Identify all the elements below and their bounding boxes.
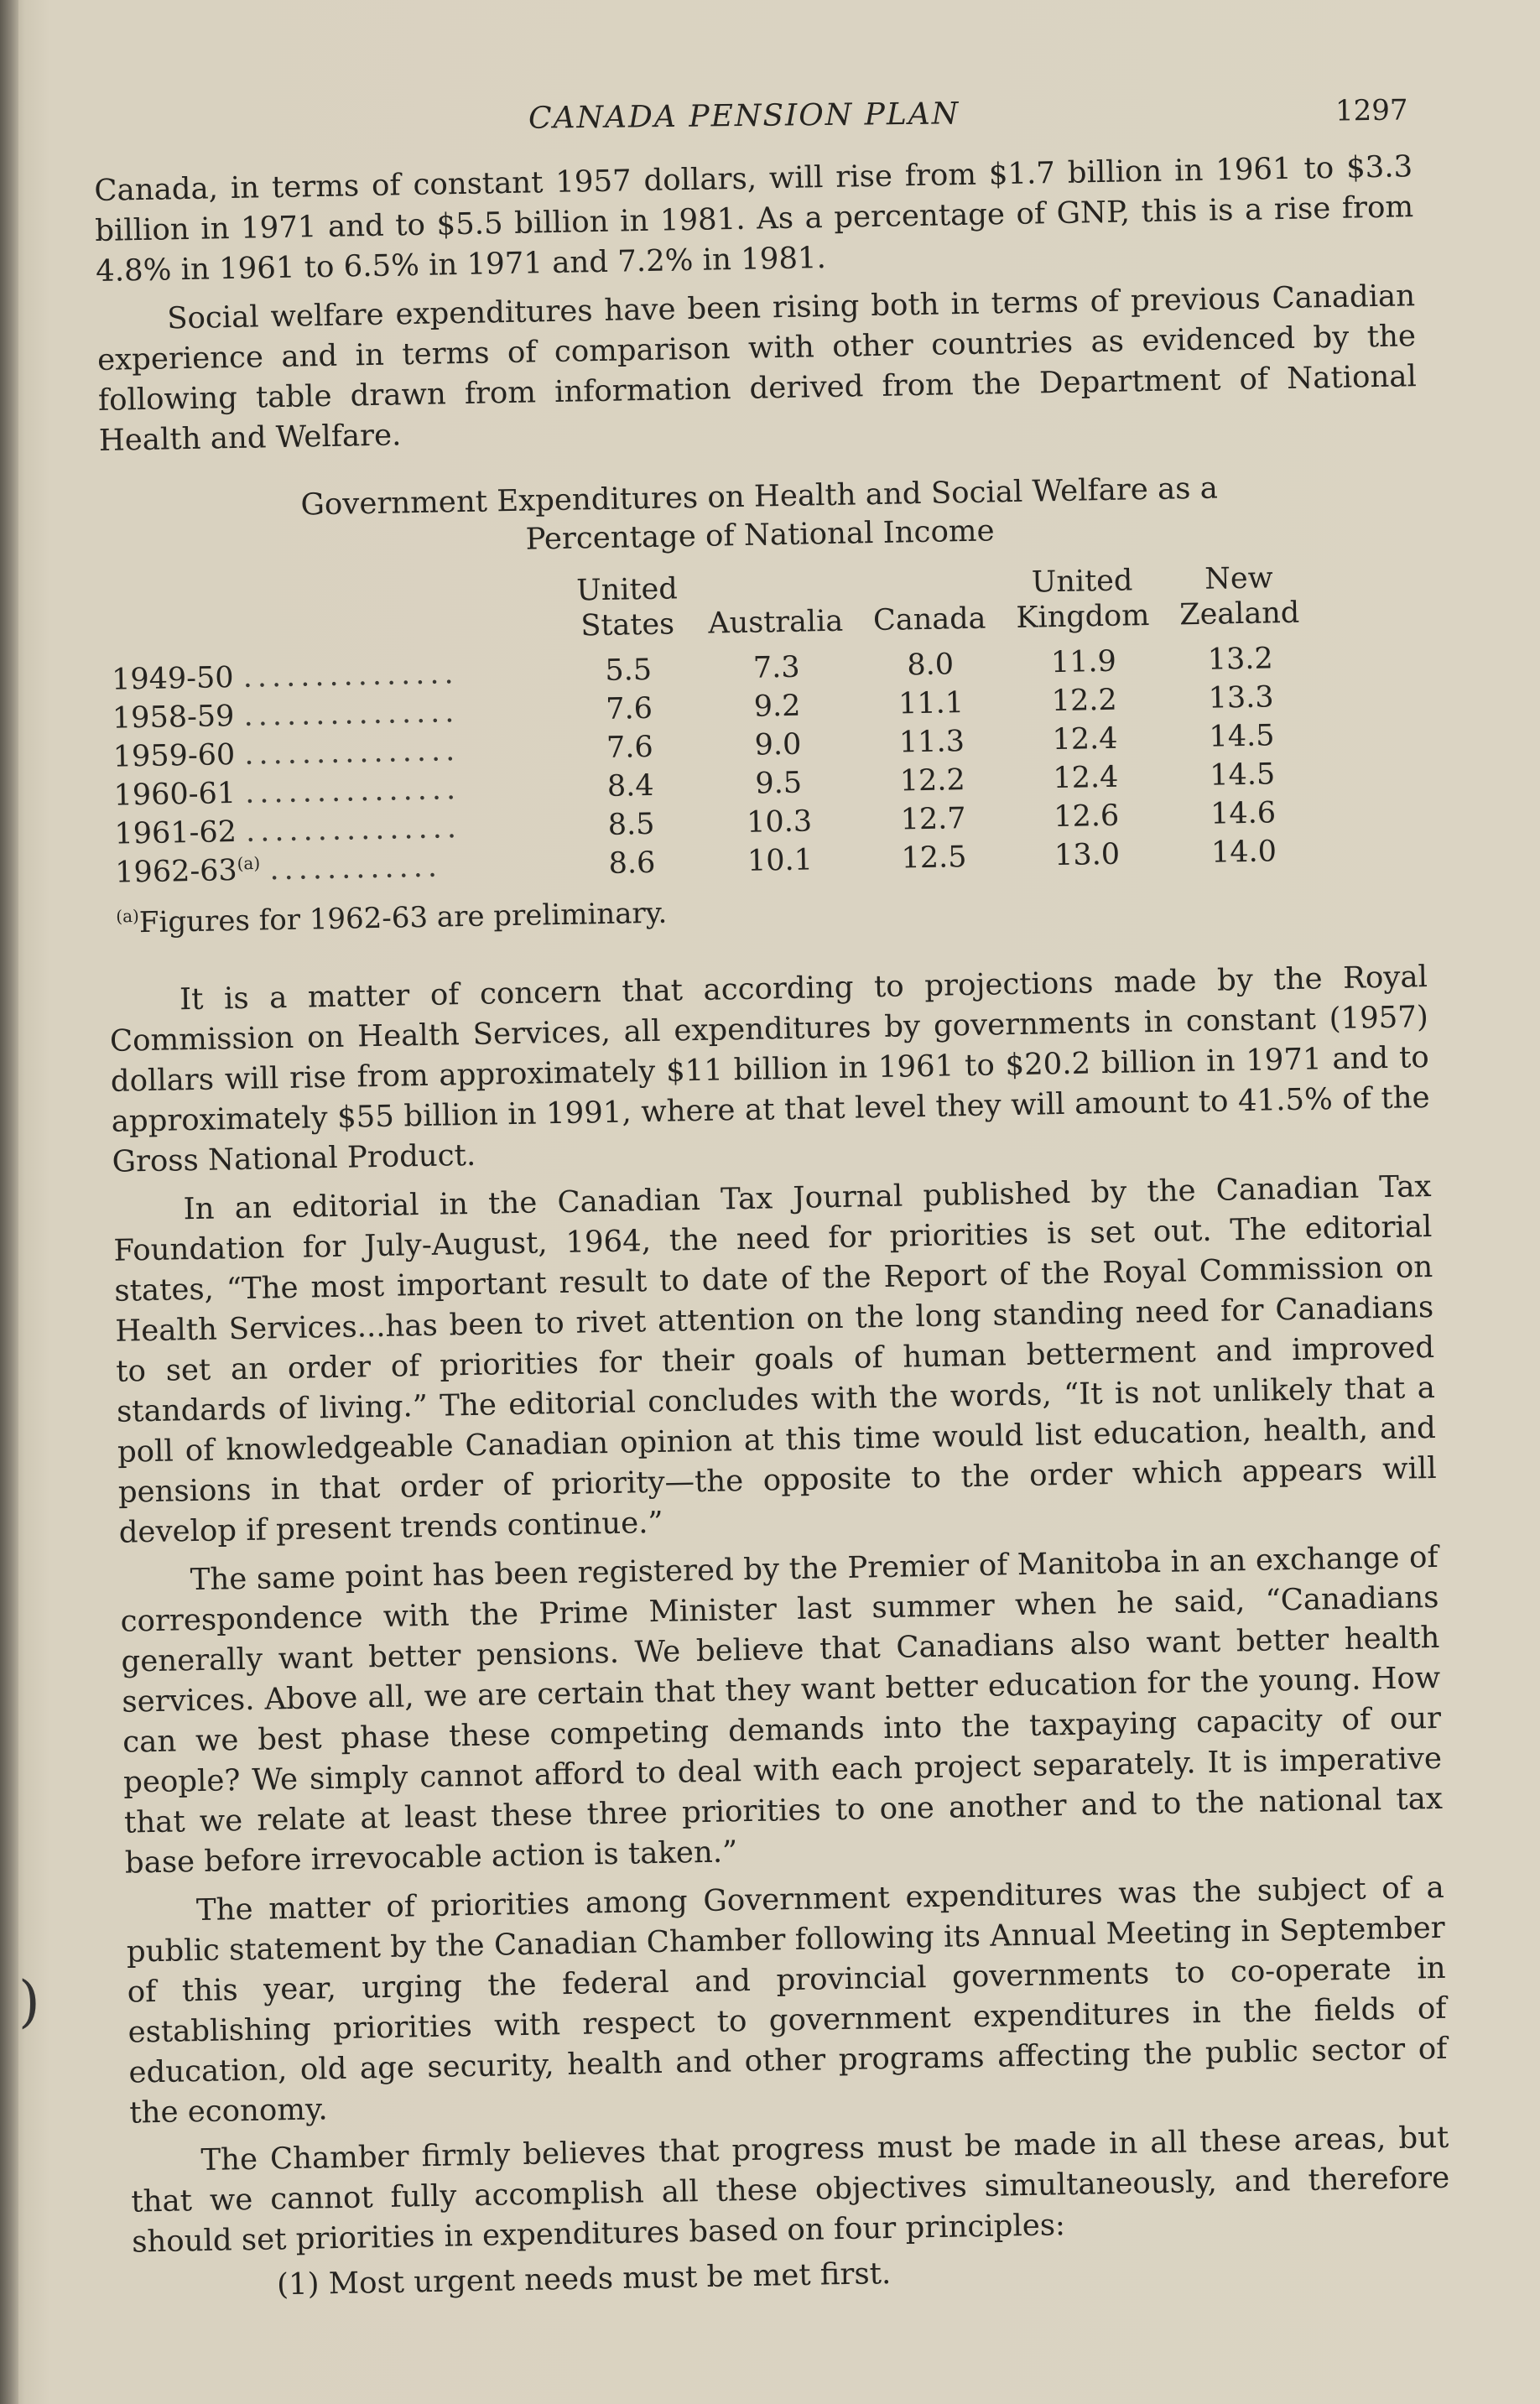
paragraph-continued: Canada, in terms of constant 1957 dollars, will rise from $1.7 billion in 1961 to $3.3 billion in 1971 and to $5.5 billion in 1981. As a percentage of GNP, this is a rise from 4.8% in 1961 to 6.5% in 1971 and 7.2% in 1981. (94, 149, 1414, 289)
cell-value: 12.2 (1051, 683, 1118, 719)
paragraph-social-welfare: Social welfare expenditures have been rising both in terms of previous Canadian experience and in terms of comparison with other countries as evidenced by the following table drawn from information derived from the Department of National Health and Welfare. (96, 278, 1418, 458)
running-head: CANADA PENSION PLAN (528, 96, 960, 136)
table-footnote: $^{(a)}$Figures for 1962-63 are preliminary. (116, 896, 668, 940)
row-year: 1959-60 ............... (112, 734, 460, 774)
cell-value: 12.2 (899, 763, 966, 799)
cell-value: 7.3 (752, 650, 800, 685)
cell-value: 9.2 (753, 689, 801, 724)
cell-value: 12.7 (900, 802, 966, 837)
table-title-line2: Percentage of National Income (525, 513, 995, 557)
cell-value: 12.4 (1052, 721, 1118, 757)
footnote-marker: (a) (116, 905, 140, 927)
row-year: 1961-62 ............... (114, 811, 462, 851)
page-number: 1297 (1334, 93, 1408, 128)
paragraph-chamber-statement: The matter of priorities among Government expenditures was the subject of a public statement by the Canadian Chamber following its Annual Meeting in September of this year, urging the federal and provincial governments to co-operate in establishing priorities with respect to government expenditures in the fields of education, old age security, health and other programs affecting the public sector of the economy. (126, 1870, 1448, 2131)
cell-value: 8.5 (607, 807, 655, 842)
paragraph-royal-commission: It is a matter of concern that according to projections made by the Royal Commission on Health Services, all expenditures by governments in constant (1957) dollars will rise from approximately $11 billion in 1961 to $20.2 billion in 1971 and to approximately $55 billion in 1991, where at that level they will amount to 41.5% of the Gross National Product. (109, 960, 1430, 1179)
cell-value: 13.2 (1207, 642, 1274, 677)
cell-value: 8.0 (907, 648, 955, 683)
header-australia: Australia (708, 604, 844, 641)
row-year: 1958-59 ............... (112, 695, 460, 736)
page-binding-shadow (0, 0, 18, 2404)
cell-value: 13.3 (1208, 680, 1274, 715)
header-united-kingdom: United Kingdom (1016, 564, 1150, 635)
paragraph-premier-manitoba: The same point has been registered by the Premier of Manitoba in an exchange of correspondence with the Prime Minister last summer when he said, “Canadians generally want better pensions. We believe that Canadians also want better health services. Above all, we are certain that they want better education for the young. How can we best phase these competing demands into the taxpaying capacity of our people? We simply cannot afford to deal with each project separately. It is imperative that we relate at least these three priorities to one another and to the national tax base before irrevocable action is taken.” (120, 1539, 1444, 1881)
cell-value: 13.0 (1054, 837, 1121, 873)
cell-value: 11.3 (898, 725, 965, 760)
table-title (100, 466, 1419, 567)
cell-value: 8.4 (606, 768, 654, 804)
cell-value: 12.6 (1053, 799, 1120, 835)
expenditure-table-block (100, 466, 1427, 943)
header-year (110, 574, 563, 661)
footnote-marker: (a) (237, 852, 261, 874)
cell-value: 9.5 (755, 766, 803, 801)
cell-value: 10.1 (747, 843, 814, 878)
body-text (94, 147, 1451, 2308)
row-year: 1962-63$^{(a)}$ ............ (114, 850, 443, 890)
cell-value: 11.1 (897, 686, 965, 721)
row-year: 1949-50 ............... (111, 657, 459, 697)
row-year: 1960-61 ............... (113, 773, 461, 813)
principle-list-item: (1) Most urgent needs must be met first. (276, 2256, 892, 2303)
margin-mark: ) (18, 1970, 40, 2034)
cell-value: 9.0 (754, 727, 802, 762)
cell-value: 11.9 (1050, 644, 1117, 680)
header-united-states: United States (575, 572, 679, 643)
cell-value: 12.4 (1053, 760, 1119, 796)
cell-value: 5.5 (605, 653, 653, 688)
cell-value: 10.3 (746, 804, 813, 840)
cell-value: 8.6 (608, 846, 656, 881)
cell-value: 12.5 (901, 840, 967, 876)
cell-value: 14.5 (1209, 719, 1275, 754)
cell-value: 14.6 (1210, 796, 1277, 831)
paragraph-chamber-principles: The Chamber firmly believes that progress must be made in all these areas, but that we cannot fully accomplish all these objectives simultaneously, and therefore should set priorities in expenditures based on four principles: (130, 2120, 1450, 2260)
cell-value: 14.0 (1210, 835, 1277, 870)
header-new-zealand: New Zealand (1178, 561, 1300, 632)
cell-value: 7.6 (605, 691, 653, 726)
table-title-line1: Government Expenditures on Health and Social Welfare as a (300, 471, 1219, 523)
paragraph-editorial: In an editorial in the Canadian Tax Journal published by the Canadian Tax Foundation for July-August, 1964, the need for priorities is set out. The editorial states, “The most important result to date of the Report of the Royal Commission on Health Services...has been to rivet attention on the long standing need for Canadians to set an order of priorities for their goals of human betterment and improved standards of living.” The editorial concludes with the words, “It is not unlikely that a poll of knowledgeable Canadian opinion at this time would list education, health, and pensions in that order of priority—the opposite to the order which appears will develop if present trends continue.” (113, 1168, 1437, 1550)
expenditure-table (110, 559, 1319, 892)
cell-value: 7.6 (606, 730, 654, 765)
header-canada: Canada (872, 601, 986, 638)
cell-value: 14.5 (1209, 757, 1276, 793)
